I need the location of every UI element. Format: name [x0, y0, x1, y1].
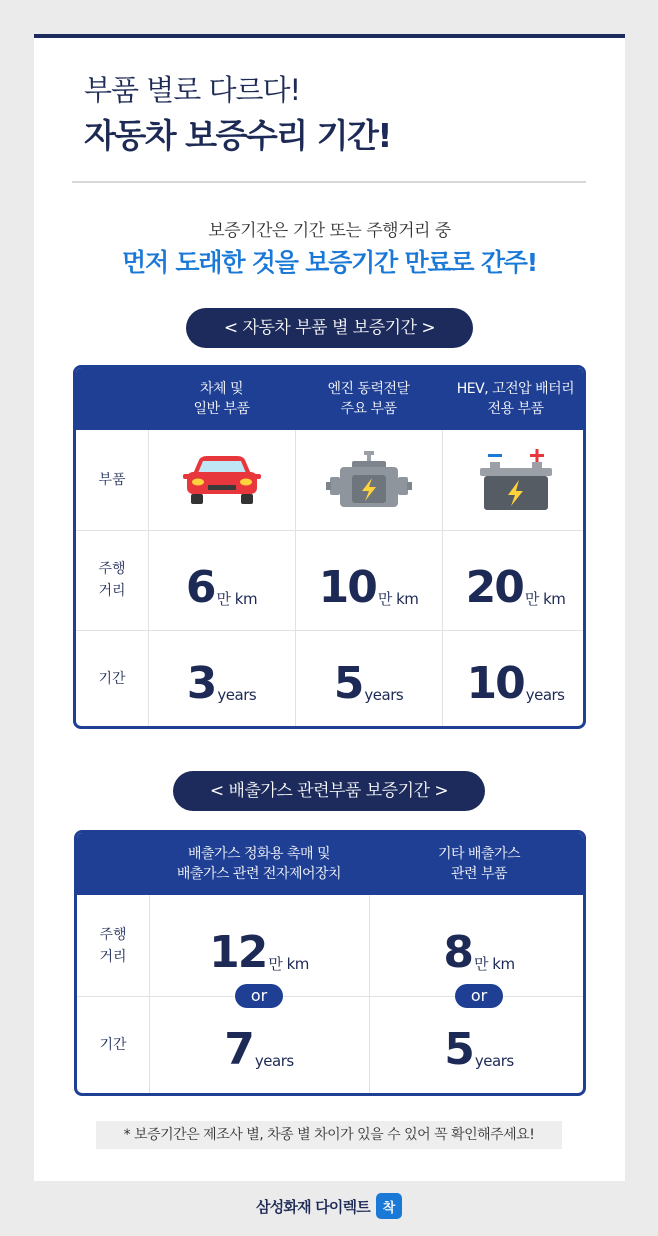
- row-label-distance: 주행 거리: [98, 561, 126, 599]
- table-header: [76, 368, 583, 430]
- lead-line2: 먼저 도래한 것을 보증기간 만료로 간주!: [122, 248, 537, 277]
- or-badge: or: [455, 984, 503, 1008]
- disclaimer-note: * 보증기간은 제조사 별, 차종 별 차이가 있을 수 있어 꼭 확인해주세요!: [96, 1121, 562, 1149]
- battery-icon: [442, 430, 586, 530]
- col-header-catalyst: 배출가스 정화용 촉매 및 배출가스 관련 전자제어장치: [176, 846, 342, 882]
- period-value-catalyst: 7 years: [224, 1024, 294, 1075]
- car-icon: [148, 430, 295, 530]
- distance-value-body: 6 만 km: [185, 562, 258, 613]
- section2-title: < 배출가스 관련부품 보증기간 >: [173, 771, 485, 811]
- table-header: [77, 833, 583, 895]
- infographic-card: [34, 34, 625, 1181]
- parts-warranty-table: [73, 365, 586, 729]
- period-value-engine: 5 years: [333, 658, 404, 709]
- heading-subtitle: 부품 별로 다르다!: [84, 73, 301, 107]
- col-header-body: 차체 및 일반 부품: [193, 381, 250, 417]
- brand-name: 삼성화재 다이렉트: [256, 1197, 370, 1216]
- distance-value-engine: 10 만 km: [318, 562, 419, 613]
- row-label-distance: 주행 거리: [99, 926, 127, 965]
- or-badge: or: [235, 984, 283, 1008]
- section1-title: < 자동차 부품 별 보증기간 >: [186, 308, 473, 348]
- emission-warranty-table: [74, 830, 586, 1096]
- heading-title: 자동차 보증수리 기간!: [84, 116, 391, 155]
- distance-value-other: 8 만 km: [443, 927, 515, 978]
- row-label-period: 기간: [99, 1037, 127, 1053]
- engine-icon: [295, 430, 442, 530]
- distance-value-catalyst: 12 만 km: [209, 927, 309, 978]
- row-label-period: 기간: [98, 670, 126, 687]
- row-label-part: 부품: [98, 472, 126, 488]
- col-header-other-emission: 기타 배출가스 관련 부품: [437, 846, 521, 882]
- lead-line1: 보증기간은 기간 또는 주행거리 중: [208, 221, 451, 241]
- divider: [72, 181, 586, 183]
- distance-value-battery: 20 만 km: [465, 562, 566, 613]
- footer-brand: [0, 1193, 658, 1219]
- brand-logo-icon: 착: [376, 1193, 402, 1219]
- col-header-battery: HEV, 고전압 배터리 전용 부품: [456, 381, 575, 417]
- period-value-other: 5 years: [444, 1024, 514, 1075]
- period-value-body: 3 years: [186, 658, 257, 709]
- col-header-engine: 엔진 동력전달 주요 부품: [327, 381, 410, 417]
- period-value-battery: 10 years: [466, 658, 565, 709]
